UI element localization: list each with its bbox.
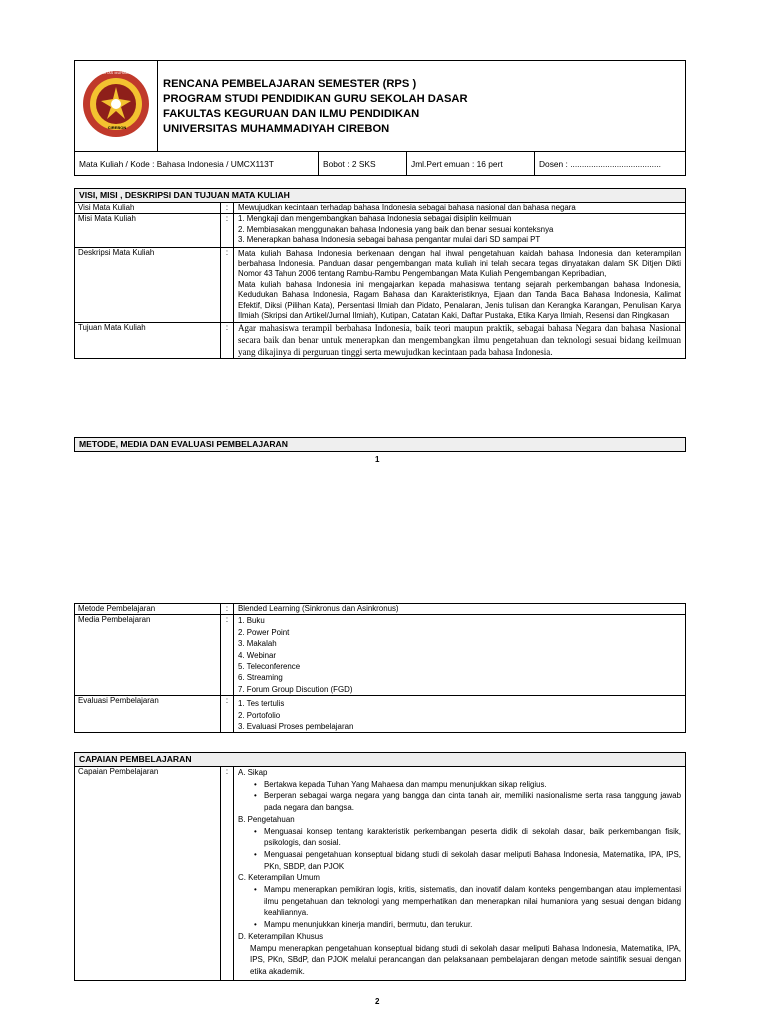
deskripsi-paragraph-2: Mata kuliah bahasa Indonesia ini mengajarkan kepada mahasiswa tentang sejarah perkembangan bahasa Indonesia, Kedudukan Bahasa Indonesia, Ragam Bahasa dan Karakteristiknya, Ejaan dan Tanda Baca Bahasa Indonesia, Kalimat Efektif, Diksi (Pilihan Kata), Persentasi Ilmiah dan Pidato, Penalaran, Jenis tulisan dan Kerangka Karangan, Penulisan Karya Ilmiah (Skripsi dan Artikel/Jurnal Ilmiah), Kutipan, Catatan Kaki, Daftar Pustaka, Etika Karya Ilmiah, Resensi dan Ringkasan [238, 279, 681, 321]
list-item: 4. Webinar [238, 650, 277, 660]
visi-misi-section [74, 188, 686, 359]
capaian-d-head: D. Keterampilan Khusus [238, 931, 324, 941]
colon: : [221, 696, 234, 732]
course-meta-row [75, 151, 685, 176]
metode-section [74, 603, 686, 733]
title-universitas: UNIVERSITAS MUHAMMADIYAH CIREBON [163, 123, 390, 135]
evaluasi-label: Evaluasi Pembelajaran [75, 696, 221, 732]
list-item: • Menguasai konsep tentang karakteristik perkembangan peserta didik di sekolah dasar, baik perkembangan fisik, psikologis, dan sosial. [254, 826, 681, 848]
colon: : [221, 248, 234, 323]
metode-label: Metode Pembelajaran [75, 604, 221, 614]
list-item: 7. Forum Group Discution (FGD) [238, 684, 353, 694]
logo-text-bottom: CIREBON [107, 125, 127, 130]
title-fakultas: FAKULTAS KEGURUAN DAN ILMU PENDIDIKAN [163, 108, 420, 120]
row-deskripsi [74, 248, 686, 324]
deskripsi-paragraph-1: Mata kuliah Bahasa Indonesia berkenaan dengan hal ihwal pengetahuan kaidah bahasa Indonesia dan keterampilan berbahasa Indonesia. Panduan dasar pengembangan mata kuliah ini telah secara tegas dinyatakan dalam SK Ditjen Dikti Nomor 43 Tahun 2006 tentang Rambu-Rambu Pengembangan Mata Kuliah Pengembangan Kepribadian, [238, 248, 681, 279]
deskripsi-text [234, 248, 685, 323]
list-item: 6. Streaming [238, 673, 283, 683]
tujuan-text: Agar mahasiswa terampil berbahasa Indonesia, baik teori maupun praktik, sebagai bahasa Negara dan bahasa Nasional secara baik dan benar untuk menerapkan dan mengembangkan ilmu pengetahuan dan teknologi sesuai bidang keilmuan yang dikajinya di perguruan tinggi serta mewujudkan kecintaan pada bahasa Indonesia. [238, 323, 681, 357]
capaian-section [74, 752, 686, 981]
list-item: • Menguasai pengetahuan konseptual bidang studi di sekolah dasar meliputi Bahasa Indonesia, Matematika, IPA, IPS, PKn, SBDP, dan PJOK [254, 849, 681, 871]
visi-label: Visi Mata Kuliah [75, 203, 221, 213]
colon: : [221, 615, 234, 695]
evaluasi-list [234, 696, 685, 732]
section-title-metode: METODE, MEDIA DAN EVALUASI PEMBELAJARAN [74, 437, 686, 452]
colon: : [221, 203, 234, 213]
list-item: 1. Buku [238, 616, 265, 626]
list-item: • Berperan sebagai warga negara yang bangga dan cinta tanah air, memiliki nasionalisme serta rasa tanggung jawab pada negara dan bangsa. [254, 791, 681, 813]
list-item: 5. Teleconference [238, 662, 301, 672]
list-item: 3. Evaluasi Proses pembelajaran [238, 722, 354, 732]
page-number-2: 2 [375, 997, 380, 1006]
row-capaian [74, 767, 686, 981]
page-number-1: 1 [375, 455, 380, 464]
colon: : [221, 323, 234, 358]
list-item: 2. Portofolio [238, 710, 281, 720]
list-item: 2. Power Point [238, 627, 290, 637]
capaian-a-list [238, 779, 681, 814]
list-item: • Bertakwa kepada Tuhan Yang Mahaesa dan mampu menunjukkan sikap religius. [254, 779, 547, 789]
section-title-capaian: CAPAIAN PEMBELAJARAN [74, 752, 686, 767]
capaian-label: Capaian Pembelajaran [75, 767, 221, 980]
metode-section-head [74, 437, 686, 452]
document-titles [163, 77, 468, 137]
list-item: 1. Tes tertulis [238, 699, 285, 709]
capaian-b-head: B. Pengetahuan [238, 814, 295, 824]
row-evaluasi [74, 696, 686, 733]
logo-cell [75, 61, 158, 151]
meta-course: Mata Kuliah / Kode : Bahasa Indonesia / UMCX113T [75, 152, 319, 176]
colon: : [221, 767, 234, 980]
document-header [74, 60, 686, 176]
tujuan-label: Tujuan Mata Kuliah [75, 323, 221, 358]
title-rps: RENCANA PEMBELAJARAN SEMESTER (RPS ) [163, 78, 417, 90]
list-item: 3. Makalah [238, 639, 277, 649]
row-misi [74, 214, 686, 247]
capaian-c-list [238, 884, 681, 931]
bullet-icon: • [254, 885, 257, 895]
visi-text: Mewujudkan kecintaan terhadap bahasa Indonesia sebagai bahasa nasional dan bahasa negara [238, 203, 576, 212]
logo-text-top: UNIVERSITAS MUHAMMADIYAH [88, 71, 146, 75]
bullet-icon: • [254, 791, 257, 801]
list-item: • Mampu menerapkan pemikiran logis, kritis, sistematis, dan inovatif dalam konteks pengembangan atau implementasi ilmu pengetahuan dan teknologi yang memperhatikan dan menerapkan nilai humaniora yang sesuai dengan bidang keahliannya. [254, 885, 681, 918]
metode-text: Blended Learning (Sinkronus dan Asinkronus) [238, 604, 399, 613]
deskripsi-label: Deskripsi Mata Kuliah [75, 248, 221, 323]
title-prodi: PROGRAM STUDI PENDIDIKAN GURU SEKOLAH DASAR [163, 93, 468, 105]
capaian-content [234, 767, 685, 980]
row-metode [74, 603, 686, 615]
meta-bobot: Bobot : 2 SKS [319, 152, 407, 176]
row-tujuan [74, 323, 686, 359]
bullet-icon: • [254, 826, 257, 836]
bullet-icon: • [254, 779, 257, 789]
list-item: 2. Membiasakan menggunakan bahasa Indonesia yang baik dan benar sesuai konteksnya [238, 224, 554, 234]
media-list [234, 615, 685, 695]
section-title-visi: VISI, MISI , DESKRIPSI DAN TUJUAN MATA KULIAH [74, 188, 686, 203]
meta-dosen: Dosen : ....................................... [539, 159, 661, 169]
list-item: 3. Menerapkan bahasa Indonesia sebagai bahasa pengantar mulai dari SD sampai PT [238, 235, 541, 245]
meta-pertemuan: Jml.Pert emuan : 16 pert [407, 152, 535, 176]
media-label: Media Pembelajaran [75, 615, 221, 695]
capaian-d-text: Mampu menerapkan pengetahuan konseptual bidang studi di sekolah dasar meliputi Bahasa Indonesia, Matematika, IPA, IPS, PKn, SBdP, dan PJOK melalui perancangan dan pelaksanaan pembelajaran dengan metode saintifik sesuai dengan etika akademik. [250, 943, 681, 976]
misi-list [234, 214, 685, 246]
capaian-c-head: C. Keterampilan Umum [238, 873, 321, 883]
colon: : [221, 214, 234, 246]
capaian-b-list [238, 826, 681, 873]
bullet-icon: • [254, 920, 257, 930]
row-media [74, 615, 686, 696]
list-item: 1. Mengkaji dan mengembangkan bahasa Indonesia sebagai disiplin keilmuan [238, 214, 512, 224]
capaian-a-head: A. Sikap [238, 768, 268, 777]
colon: : [221, 604, 234, 614]
row-visi [74, 203, 686, 214]
list-item: • Mampu menunjukkan kinerja mandiri, bermutu, dan terukur. [254, 920, 473, 930]
misi-label: Misi Mata Kuliah [75, 214, 221, 246]
bullet-icon: • [254, 849, 257, 859]
